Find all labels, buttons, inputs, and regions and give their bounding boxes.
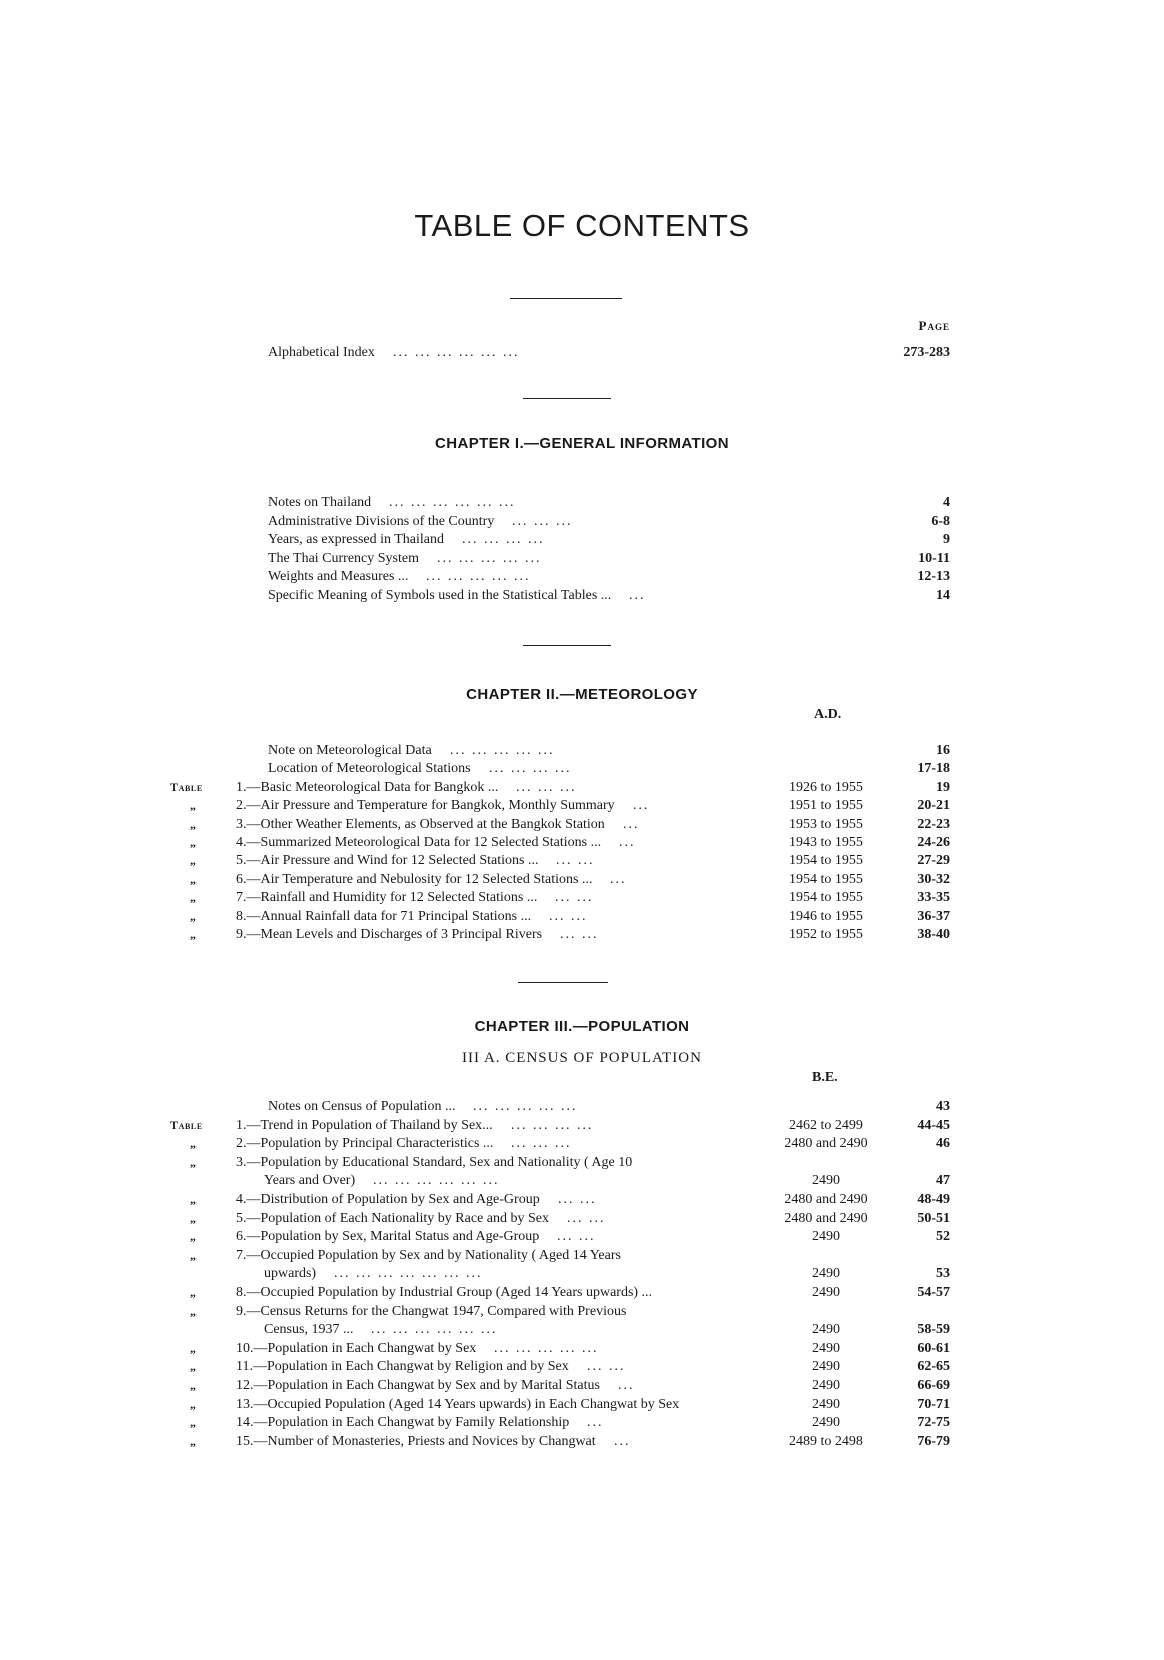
page-title: TABLE OF CONTENTS [414,208,750,243]
entry-label: 12.—Population in Each Changwat by Sex and by Marital Status [236,1378,600,1393]
table-marker: „ [190,1359,197,1374]
page-number: 62-65 [917,1359,950,1375]
page-number: 43 [936,1099,950,1114]
table-entry [0,815,1164,834]
toc-entry [0,512,1164,531]
toc-entry [0,759,1164,778]
page-column-heading: Page [918,318,950,333]
page-number: 70-71 [917,1396,950,1412]
leader-dots: ... ... ... ... [511,1117,594,1133]
table-marker: „ [190,1415,197,1430]
leader-dots: ... ... [567,1210,606,1226]
leader-dots: ... ... ... [516,779,577,795]
entry-label: 15.—Number of Monasteries, Priests and Novices by Changwat [236,1433,596,1449]
page-number: 58-59 [917,1322,950,1338]
table-entry [0,1357,1164,1376]
page-number: 24-26 [917,835,950,850]
entry-label: 13.—Occupied Population (Aged 14 Years upwards) in Each Changwat by Sex [236,1396,680,1412]
entry-label: 8.—Annual Rainfall data for 71 Principal Stations ... [236,908,532,924]
table-marker: „ [190,1285,197,1299]
table-marker: Table [170,779,203,794]
entry-label: 9.—Census Returns for the Changwat 1947, Compared with Previous [236,1303,627,1319]
table-marker: „ [190,816,197,831]
entry-label: 14.—Population in Each Changwat by Family Relationship [236,1415,570,1431]
table-entry [0,1264,1164,1283]
year-range: 1954 to 1955 [789,871,863,887]
leader-dots: ... ... ... [511,1136,572,1152]
leader-dots: ... [587,1415,604,1431]
page-number: 76-79 [917,1433,950,1449]
table-entry [0,925,1164,944]
table-entry [0,1302,1164,1321]
page-number: 44-45 [917,1117,950,1133]
table-entry [0,888,1164,907]
year-range: 1953 to 1955 [789,816,863,832]
leader-dots: ... ... [555,890,594,906]
table-entry [0,1413,1164,1432]
entry-label: 5.—Air Pressure and Wind for 12 Selected Stations ... [236,853,539,869]
table-marker: „ [190,853,197,868]
table-marker: „ [190,1136,197,1151]
page-number: 50-51 [917,1210,950,1226]
table-marker: „ [190,1396,197,1411]
table-entry [0,1116,1164,1135]
page-number: 66-69 [917,1378,950,1393]
year-range: 1926 to 1955 [789,779,863,795]
leader-dots: ... ... ... ... ... ... [393,345,520,360]
entry-label: 10.—Population in Each Changwat by Sex [236,1340,477,1356]
entry-label: 9.—Mean Levels and Discharges of 3 Principal Rivers [236,927,543,942]
year-range: 1954 to 1955 [789,853,863,869]
year-range: 1952 to 1955 [789,927,863,942]
leader-dots: ... ... ... ... ... ... [389,495,516,510]
page-number: 10-11 [918,550,950,566]
section-divider [518,982,608,983]
page-number: 22-23 [917,816,950,832]
page-number: 14 [936,587,950,603]
entry-label: Years and Over) [264,1173,356,1189]
chapter-1-heading: CHAPTER I.—GENERAL INFORMATION [435,435,729,452]
leader-dots: ... ... [587,1359,626,1375]
page-number: 27-29 [917,853,950,869]
table-entry [0,1209,1164,1228]
page-number: 38-40 [917,927,950,942]
entry-label: 4.—Summarized Meteorological Data for 12 Selected Stations ... [236,835,602,850]
table-entry [0,796,1164,815]
page-number: 48-49 [917,1192,950,1207]
table-entry [0,907,1164,926]
table-entry [0,1376,1164,1395]
page-number: 4 [943,495,950,510]
year-range: 2490 [812,1415,840,1431]
table-entry [0,1134,1164,1153]
table-marker: „ [190,1192,197,1206]
year-column-heading: A.D. [814,707,842,722]
year-range: 2490 [812,1285,840,1300]
title-divider [510,298,622,299]
year-range: 2490 [812,1359,840,1375]
leader-dots: ... ... ... ... ... [450,743,555,758]
leader-dots: ... ... [556,853,595,869]
year-range: 2480 and 2490 [784,1210,868,1226]
index-entry [0,343,1164,362]
leader-dots: ... ... ... ... [462,532,545,547]
toc-entry [0,586,1164,605]
page-number: 6-8 [931,513,950,529]
year-range: 1951 to 1955 [789,798,863,814]
table-marker: „ [190,908,197,923]
entry-label: Weights and Measures ... [268,569,409,584]
table-entry [0,1339,1164,1358]
section-divider [523,398,611,399]
year-range: 2490 [812,1266,840,1282]
table-entry [0,833,1164,852]
table-entry [0,1153,1164,1172]
year-range: 1943 to 1955 [789,835,863,850]
year-range: 2490 [812,1173,840,1189]
entry-label: Years, as expressed in Thailand [268,532,445,547]
entry-label: 7.—Occupied Population by Sex and by Nationality ( Aged 14 Years [236,1247,621,1263]
leader-dots: ... [619,835,636,850]
page-number: 47 [936,1173,950,1189]
year-range: 2480 and 2490 [784,1136,868,1152]
table-marker: „ [190,890,197,905]
page-number: 20-21 [917,798,950,814]
table-marker: „ [190,798,197,813]
entry-label: 1.—Trend in Population of Thailand by Sex... [236,1117,493,1133]
page-number: 53 [936,1266,950,1282]
chapter-3-subheading: III A. CENSUS OF POPULATION [462,1050,702,1066]
year-range: 2480 and 2490 [784,1192,868,1207]
page-number: 19 [936,779,950,795]
leader-dots: ... ... ... ... [489,761,572,777]
page-number: 17-18 [917,761,950,777]
leader-dots: ... [610,871,627,887]
year-range: 2489 to 2498 [789,1433,863,1449]
entry-label: 6.—Air Temperature and Nebulosity for 12 Selected Stations ... [236,871,593,887]
page-number: 30-32 [917,871,950,887]
entry-label: Administrative Divisions of the Country [268,513,495,529]
entry-label: 6.—Population by Sex, Marital Status and Age-Group [236,1229,540,1245]
leader-dots: ... ... [560,927,599,942]
table-marker: „ [190,1303,197,1318]
page-number: 16 [936,743,950,758]
year-column-heading: B.E. [812,1070,838,1085]
table-entry [0,1320,1164,1339]
entry-label: 7.—Rainfall and Humidity for 12 Selected Stations ... [236,890,538,906]
table-entry [0,1283,1164,1302]
table-entry [0,1395,1164,1414]
table-marker: Table [170,1117,203,1132]
leader-dots: ... ... ... ... ... [494,1340,599,1356]
leader-dots: ... ... [557,1229,596,1245]
table-marker: „ [190,835,197,849]
table-entry [0,1246,1164,1265]
entry-label: 5.—Population of Each Nationality by Race and by Sex [236,1210,549,1226]
table-marker: „ [190,1154,197,1169]
entry-label: 4.—Distribution of Population by Sex and Age-Group [236,1192,540,1207]
entry-label: Specific Meaning of Symbols used in the Statistical Tables ... [268,587,612,603]
year-range: 1954 to 1955 [789,890,863,906]
leader-dots: ... [633,798,650,814]
page-number: 33-35 [917,890,950,906]
table-entry [0,778,1164,797]
leader-dots: ... ... ... ... ... [426,569,531,584]
table-marker: „ [190,1210,197,1225]
leader-dots: ... ... [549,908,588,924]
entry-label: The Thai Currency System [268,550,419,566]
entry-label: 3.—Other Weather Elements, as Observed at the Bangkok Station [236,816,605,832]
page-number: 36-37 [917,908,950,924]
toc-entry [0,741,1164,760]
leader-dots: ... ... ... ... ... ... [373,1173,500,1189]
leader-dots: ... ... ... ... ... ... ... [334,1266,483,1282]
year-range: 2490 [812,1396,840,1412]
year-range: 2490 [812,1378,840,1393]
leader-dots: ... ... [558,1192,597,1207]
table-entry [0,1432,1164,1451]
toc-entry [0,549,1164,568]
toc-entry [0,567,1164,586]
year-range: 2490 [812,1322,840,1338]
toc-entry [0,493,1164,512]
entry-label: 1.—Basic Meteorological Data for Bangkok ... [236,779,499,795]
chapter-3-heading: CHAPTER III.—POPULATION [474,1018,690,1035]
leader-dots: ... ... ... ... ... [473,1099,578,1114]
year-range: 2490 [812,1340,840,1356]
entry-label: 8.—Occupied Population by Industrial Group (Aged 14 Years upwards) ... [236,1285,653,1300]
table-entry [0,1227,1164,1246]
page-number: 12-13 [917,569,950,584]
table-entry [0,851,1164,870]
page-number: 60-61 [917,1340,950,1356]
table-marker: „ [190,1340,197,1355]
table-marker: „ [190,1229,197,1244]
leader-dots: ... [629,587,646,603]
section-divider [523,645,611,646]
toc-entry [0,1097,1164,1116]
page-number: 46 [936,1136,950,1152]
entry-label: 2.—Population by Principal Characteristics ... [236,1136,494,1152]
chapter-2-heading: CHAPTER II.—METEOROLOGY [466,686,698,703]
year-range: 2462 to 2499 [789,1117,863,1133]
entry-label: 11.—Population in Each Changwat by Religion and by Sex [236,1359,569,1375]
entry-label: 2.—Air Pressure and Temperature for Bangkok, Monthly Summary [236,798,615,814]
leader-dots: ... [623,816,640,832]
page-number: 52 [936,1229,950,1245]
toc-entry [0,530,1164,549]
leader-dots: ... [614,1433,631,1449]
table-marker: „ [190,1247,197,1262]
table-marker: „ [190,1433,197,1448]
table-entry [0,870,1164,889]
leader-dots: ... ... ... [512,513,573,529]
page-number: 273-283 [903,345,950,360]
entry-label: Location of Meteorological Stations [268,761,471,777]
year-range: 2490 [812,1229,840,1245]
page-number: 9 [943,532,950,547]
table-entry [0,1171,1164,1190]
entry-label: Note on Meteorological Data [268,743,432,758]
leader-dots: ... ... ... ... ... [437,550,542,566]
entry-label: Notes on Thailand [268,495,372,510]
index-label: Alphabetical Index [268,345,375,360]
leader-dots: ... [618,1378,635,1393]
table-entry [0,1190,1164,1209]
entry-label: Census, 1937 ... [264,1322,354,1338]
year-range: 1946 to 1955 [789,908,863,924]
entry-label: Notes on Census of Population ... [268,1099,456,1114]
entry-label: 3.—Population by Educational Standard, Sex and Nationality ( Age 10 [236,1154,633,1170]
page-number: 54-57 [917,1285,950,1300]
leader-dots: ... ... ... ... ... ... [371,1322,498,1338]
table-marker: „ [190,1378,197,1392]
table-marker: „ [190,927,197,941]
page-number: 72-75 [917,1415,950,1431]
entry-label: upwards) [264,1266,317,1282]
table-marker: „ [190,871,197,886]
